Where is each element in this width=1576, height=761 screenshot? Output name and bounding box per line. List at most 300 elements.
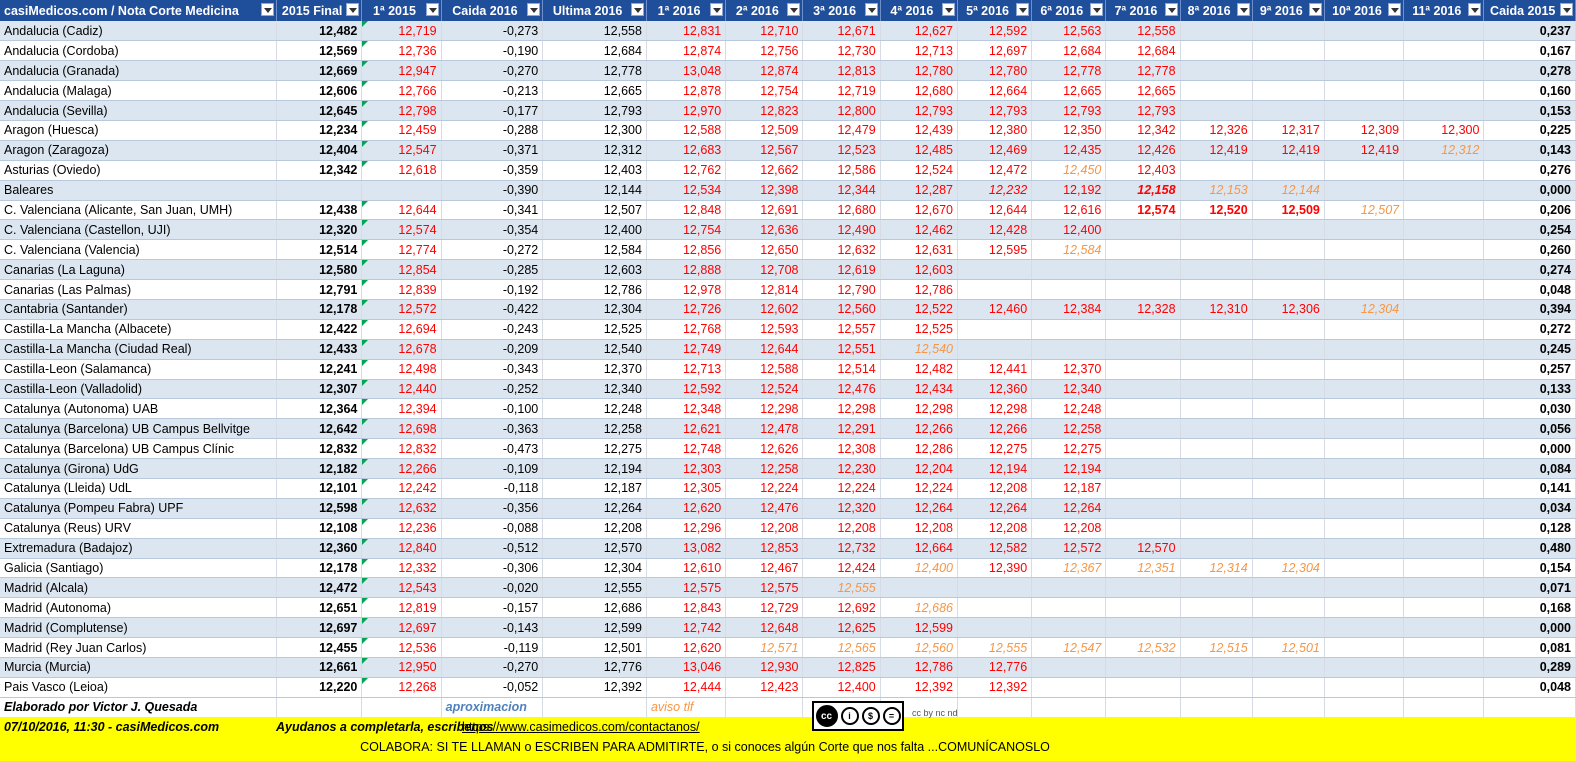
round-5-2016-cell[interactable]: 12,469 xyxy=(957,140,1031,160)
round-4-2016-cell[interactable]: 12,204 xyxy=(880,459,957,479)
round-6-2016-cell[interactable]: 12,793 xyxy=(1032,101,1106,121)
first-2015-cell[interactable]: 12,694 xyxy=(362,319,441,339)
round-6-2016-cell[interactable]: 12,275 xyxy=(1032,439,1106,459)
round-1-2016-cell[interactable]: 12,348 xyxy=(646,399,725,419)
round-1-2016-cell[interactable]: 12,970 xyxy=(646,101,725,121)
round-5-2016-cell[interactable]: 12,428 xyxy=(957,220,1031,240)
drop-2016-cell[interactable]: -0,273 xyxy=(441,21,543,41)
round-10-2016-cell[interactable] xyxy=(1324,459,1403,479)
round-10-2016-cell[interactable] xyxy=(1324,638,1403,658)
university-cell[interactable]: C. Valenciana (Valencia) xyxy=(0,240,276,260)
university-cell[interactable]: Catalunya (Reus) URV xyxy=(0,518,276,538)
round-3-2016-cell[interactable]: 12,813 xyxy=(803,61,880,81)
round-2-2016-cell[interactable]: 12,593 xyxy=(726,319,803,339)
round-2-2016-cell[interactable]: 12,853 xyxy=(726,538,803,558)
university-cell[interactable]: Cantabria (Santander) xyxy=(0,299,276,319)
drop-2015-cell[interactable]: 0,257 xyxy=(1484,359,1576,379)
final-2015-cell[interactable]: 12,404 xyxy=(276,140,361,160)
final-2015-cell[interactable] xyxy=(276,180,361,200)
round-9-2016-cell[interactable] xyxy=(1252,81,1324,101)
round-11-2016-cell[interactable] xyxy=(1404,359,1484,379)
round-10-2016-cell[interactable] xyxy=(1324,61,1403,81)
round-3-2016-cell[interactable]: 12,308 xyxy=(803,439,880,459)
drop-2016-cell[interactable]: -0,252 xyxy=(441,379,543,399)
drop-2016-cell[interactable]: -0,109 xyxy=(441,459,543,479)
final-2015-cell[interactable]: 12,178 xyxy=(276,558,361,578)
final-2015-cell[interactable]: 12,234 xyxy=(276,120,361,140)
first-2015-cell[interactable]: 12,698 xyxy=(362,419,441,439)
round-5-2016-cell[interactable]: 12,697 xyxy=(957,41,1031,61)
round-10-2016-cell[interactable] xyxy=(1324,618,1403,638)
round-7-2016-cell[interactable] xyxy=(1106,618,1180,638)
filter-dropdown-icon[interactable] xyxy=(1090,3,1103,16)
first-2015-cell[interactable]: 12,798 xyxy=(362,101,441,121)
round-9-2016-cell[interactable] xyxy=(1252,260,1324,280)
round-8-2016-cell[interactable]: 12,153 xyxy=(1180,180,1252,200)
last-2016-cell[interactable]: 12,540 xyxy=(543,339,647,359)
university-cell[interactable]: Catalunya (Autonoma) UAB xyxy=(0,399,276,419)
round-4-2016-cell[interactable]: 12,780 xyxy=(880,61,957,81)
round-8-2016-cell[interactable] xyxy=(1180,658,1252,678)
round-5-2016-cell[interactable] xyxy=(957,339,1031,359)
last-2016-cell[interactable]: 12,144 xyxy=(543,180,647,200)
round-11-2016-cell[interactable]: 12,312 xyxy=(1404,140,1484,160)
final-2015-cell[interactable]: 12,569 xyxy=(276,41,361,61)
drop-2016-cell[interactable]: -0,512 xyxy=(441,538,543,558)
first-2015-cell[interactable]: 12,242 xyxy=(362,478,441,498)
drop-2016-cell[interactable]: -0,209 xyxy=(441,339,543,359)
round-11-2016-cell[interactable] xyxy=(1404,439,1484,459)
round-1-2016-cell[interactable]: 12,831 xyxy=(646,21,725,41)
round-2-2016-cell[interactable]: 12,662 xyxy=(726,160,803,180)
round-2-2016-cell[interactable]: 12,588 xyxy=(726,359,803,379)
round-10-2016-cell[interactable] xyxy=(1324,518,1403,538)
round-9-2016-cell[interactable] xyxy=(1252,339,1324,359)
round-6-2016-cell[interactable]: 12,547 xyxy=(1032,638,1106,658)
university-cell[interactable]: C. Valenciana (Alicante, San Juan, UMH) xyxy=(0,200,276,220)
round-7-2016-cell[interactable] xyxy=(1106,419,1180,439)
final-2015-cell[interactable]: 12,241 xyxy=(276,359,361,379)
round-6-2016-cell[interactable]: 12,684 xyxy=(1032,41,1106,61)
round-2-2016-cell[interactable]: 12,258 xyxy=(726,459,803,479)
round-10-2016-cell[interactable] xyxy=(1324,478,1403,498)
round-11-2016-cell[interactable] xyxy=(1404,638,1484,658)
round-7-2016-cell[interactable] xyxy=(1106,260,1180,280)
first-2015-cell[interactable]: 12,574 xyxy=(362,220,441,240)
last-2016-cell[interactable]: 12,501 xyxy=(543,638,647,658)
round-10-2016-cell[interactable] xyxy=(1324,81,1403,101)
university-cell[interactable]: Aragon (Zaragoza) xyxy=(0,140,276,160)
drop-2016-cell[interactable]: -0,341 xyxy=(441,200,543,220)
round-5-2016-cell[interactable]: 12,460 xyxy=(957,299,1031,319)
round-4-2016-cell[interactable]: 12,686 xyxy=(880,598,957,618)
round-6-2016-cell[interactable]: 12,400 xyxy=(1032,220,1106,240)
round-2-2016-cell[interactable]: 12,648 xyxy=(726,618,803,638)
round-2-2016-cell[interactable]: 12,691 xyxy=(726,200,803,220)
round-11-2016-cell[interactable] xyxy=(1404,658,1484,678)
round-7-2016-cell[interactable]: 12,403 xyxy=(1106,160,1180,180)
round-7-2016-cell[interactable] xyxy=(1106,578,1180,598)
university-cell[interactable]: Canarias (La Laguna) xyxy=(0,260,276,280)
round-6-2016-cell[interactable]: 12,208 xyxy=(1032,518,1106,538)
drop-2015-cell[interactable]: 0,206 xyxy=(1484,200,1576,220)
round-2-2016-cell[interactable]: 12,567 xyxy=(726,140,803,160)
round-8-2016-cell[interactable] xyxy=(1180,160,1252,180)
round-9-2016-cell[interactable] xyxy=(1252,419,1324,439)
round-8-2016-cell[interactable] xyxy=(1180,260,1252,280)
round-9-2016-cell[interactable] xyxy=(1252,319,1324,339)
round-7-2016-cell[interactable]: 12,778 xyxy=(1106,61,1180,81)
first-2015-cell[interactable]: 12,266 xyxy=(362,459,441,479)
round-7-2016-cell[interactable] xyxy=(1106,498,1180,518)
round-5-2016-cell[interactable] xyxy=(957,260,1031,280)
round-8-2016-cell[interactable] xyxy=(1180,240,1252,260)
round-10-2016-cell[interactable] xyxy=(1324,498,1403,518)
filter-dropdown-icon[interactable] xyxy=(1016,3,1029,16)
drop-2015-cell[interactable]: 0,000 xyxy=(1484,439,1576,459)
round-9-2016-cell[interactable] xyxy=(1252,478,1324,498)
round-9-2016-cell[interactable]: 12,419 xyxy=(1252,140,1324,160)
round-5-2016-cell[interactable]: 12,392 xyxy=(957,677,1031,697)
round-4-2016-cell[interactable]: 12,287 xyxy=(880,180,957,200)
final-2015-cell[interactable]: 12,182 xyxy=(276,459,361,479)
first-2015-cell[interactable]: 12,832 xyxy=(362,439,441,459)
drop-2015-cell[interactable]: 0,225 xyxy=(1484,120,1576,140)
round-11-2016-cell[interactable] xyxy=(1404,319,1484,339)
round-9-2016-cell[interactable] xyxy=(1252,677,1324,697)
round-8-2016-cell[interactable]: 12,326 xyxy=(1180,120,1252,140)
round-5-2016-cell[interactable]: 12,194 xyxy=(957,459,1031,479)
round-3-2016-cell[interactable]: 12,298 xyxy=(803,399,880,419)
round-10-2016-cell[interactable] xyxy=(1324,319,1403,339)
drop-2016-cell[interactable]: -0,157 xyxy=(441,598,543,618)
round-7-2016-cell[interactable]: 12,532 xyxy=(1106,638,1180,658)
round-4-2016-cell[interactable]: 12,266 xyxy=(880,419,957,439)
round-4-2016-cell[interactable]: 12,786 xyxy=(880,280,957,300)
round-6-2016-cell[interactable] xyxy=(1032,578,1106,598)
round-1-2016-cell[interactable]: 12,856 xyxy=(646,240,725,260)
round-9-2016-cell[interactable] xyxy=(1252,220,1324,240)
final-2015-cell[interactable]: 12,101 xyxy=(276,478,361,498)
university-cell[interactable]: Catalunya (Lleida) UdL xyxy=(0,478,276,498)
round-9-2016-cell[interactable] xyxy=(1252,658,1324,678)
round-1-2016-cell[interactable]: 12,592 xyxy=(646,379,725,399)
final-2015-cell[interactable]: 12,307 xyxy=(276,379,361,399)
first-2015-cell[interactable]: 12,394 xyxy=(362,399,441,419)
round-7-2016-cell[interactable]: 12,684 xyxy=(1106,41,1180,61)
round-2-2016-cell[interactable]: 12,930 xyxy=(726,658,803,678)
last-2016-cell[interactable]: 12,304 xyxy=(543,558,647,578)
drop-2015-cell[interactable]: 0,274 xyxy=(1484,260,1576,280)
round-1-2016-cell[interactable]: 12,762 xyxy=(646,160,725,180)
university-cell[interactable]: Galicia (Santiago) xyxy=(0,558,276,578)
round-9-2016-cell[interactable]: 12,509 xyxy=(1252,200,1324,220)
round-6-2016-cell[interactable]: 12,778 xyxy=(1032,61,1106,81)
round-10-2016-cell[interactable] xyxy=(1324,359,1403,379)
last-2016-cell[interactable]: 12,400 xyxy=(543,220,647,240)
round-7-2016-cell[interactable] xyxy=(1106,439,1180,459)
round-6-2016-cell[interactable]: 12,350 xyxy=(1032,120,1106,140)
round-11-2016-cell[interactable] xyxy=(1404,677,1484,697)
contact-link[interactable]: https://www.casimedicos.com/contactanos/ xyxy=(462,720,700,734)
round-8-2016-cell[interactable] xyxy=(1180,578,1252,598)
last-2016-cell[interactable]: 12,555 xyxy=(543,578,647,598)
round-9-2016-cell[interactable] xyxy=(1252,280,1324,300)
round-1-2016-cell[interactable]: 12,874 xyxy=(646,41,725,61)
drop-2015-cell[interactable]: 0,141 xyxy=(1484,478,1576,498)
university-cell[interactable]: Andalucia (Granada) xyxy=(0,61,276,81)
university-cell[interactable]: Asturias (Oviedo) xyxy=(0,160,276,180)
round-3-2016-cell[interactable]: 12,490 xyxy=(803,220,880,240)
round-7-2016-cell[interactable] xyxy=(1106,339,1180,359)
round-9-2016-cell[interactable] xyxy=(1252,240,1324,260)
round-2-2016-cell[interactable]: 12,650 xyxy=(726,240,803,260)
round-6-2016-cell[interactable] xyxy=(1032,598,1106,618)
round-2-2016-cell[interactable]: 12,874 xyxy=(726,61,803,81)
final-2015-cell[interactable]: 12,791 xyxy=(276,280,361,300)
round-10-2016-cell[interactable] xyxy=(1324,180,1403,200)
round-5-2016-cell[interactable]: 12,776 xyxy=(957,658,1031,678)
round-7-2016-cell[interactable]: 12,158 xyxy=(1106,180,1180,200)
final-2015-cell[interactable]: 12,108 xyxy=(276,518,361,538)
round-9-2016-cell[interactable] xyxy=(1252,399,1324,419)
round-3-2016-cell[interactable]: 12,730 xyxy=(803,41,880,61)
round-3-2016-cell[interactable]: 12,208 xyxy=(803,518,880,538)
final-2015-cell[interactable]: 12,438 xyxy=(276,200,361,220)
round-8-2016-cell[interactable]: 12,419 xyxy=(1180,140,1252,160)
first-2015-cell[interactable] xyxy=(362,180,441,200)
round-3-2016-cell[interactable]: 12,230 xyxy=(803,459,880,479)
filter-dropdown-icon[interactable] xyxy=(865,3,878,16)
last-2016-cell[interactable]: 12,208 xyxy=(543,518,647,538)
round-5-2016-cell[interactable]: 12,592 xyxy=(957,21,1031,41)
round-9-2016-cell[interactable]: 12,144 xyxy=(1252,180,1324,200)
round-11-2016-cell[interactable] xyxy=(1404,618,1484,638)
round-1-2016-cell[interactable]: 13,046 xyxy=(646,658,725,678)
round-5-2016-cell[interactable]: 12,664 xyxy=(957,81,1031,101)
round-8-2016-cell[interactable] xyxy=(1180,459,1252,479)
round-5-2016-cell[interactable]: 12,582 xyxy=(957,538,1031,558)
final-2015-cell[interactable]: 12,482 xyxy=(276,21,361,41)
university-cell[interactable]: Catalunya (Barcelona) UB Campus Bellvitge xyxy=(0,419,276,439)
round-4-2016-cell[interactable]: 12,540 xyxy=(880,339,957,359)
round-10-2016-cell[interactable] xyxy=(1324,101,1403,121)
round-9-2016-cell[interactable] xyxy=(1252,61,1324,81)
round-1-2016-cell[interactable]: 12,621 xyxy=(646,419,725,439)
round-8-2016-cell[interactable] xyxy=(1180,61,1252,81)
round-11-2016-cell[interactable]: 12,300 xyxy=(1404,120,1484,140)
round-9-2016-cell[interactable]: 12,501 xyxy=(1252,638,1324,658)
round-3-2016-cell[interactable]: 12,732 xyxy=(803,538,880,558)
round-1-2016-cell[interactable]: 12,978 xyxy=(646,280,725,300)
round-3-2016-cell[interactable]: 12,825 xyxy=(803,658,880,678)
round-8-2016-cell[interactable]: 12,314 xyxy=(1180,558,1252,578)
round-9-2016-cell[interactable] xyxy=(1252,598,1324,618)
final-2015-cell[interactable]: 12,433 xyxy=(276,339,361,359)
round-4-2016-cell[interactable]: 12,224 xyxy=(880,478,957,498)
drop-2016-cell[interactable]: -0,192 xyxy=(441,280,543,300)
round-6-2016-cell[interactable]: 12,187 xyxy=(1032,478,1106,498)
round-10-2016-cell[interactable]: 12,507 xyxy=(1324,200,1403,220)
round-4-2016-cell[interactable]: 12,524 xyxy=(880,160,957,180)
round-3-2016-cell[interactable]: 12,671 xyxy=(803,21,880,41)
round-5-2016-cell[interactable]: 12,298 xyxy=(957,399,1031,419)
round-4-2016-cell[interactable]: 12,264 xyxy=(880,498,957,518)
university-cell[interactable]: Murcia (Murcia) xyxy=(0,658,276,678)
final-2015-cell[interactable]: 12,661 xyxy=(276,658,361,678)
round-11-2016-cell[interactable] xyxy=(1404,180,1484,200)
round-11-2016-cell[interactable] xyxy=(1404,240,1484,260)
round-4-2016-cell[interactable]: 12,793 xyxy=(880,101,957,121)
filter-dropdown-icon[interactable] xyxy=(710,3,723,16)
drop-2015-cell[interactable]: 0,128 xyxy=(1484,518,1576,538)
round-11-2016-cell[interactable] xyxy=(1404,518,1484,538)
round-10-2016-cell[interactable] xyxy=(1324,339,1403,359)
round-8-2016-cell[interactable] xyxy=(1180,21,1252,41)
drop-2015-cell[interactable]: 0,167 xyxy=(1484,41,1576,61)
last-2016-cell[interactable]: 12,187 xyxy=(543,478,647,498)
round-3-2016-cell[interactable]: 12,424 xyxy=(803,558,880,578)
round-2-2016-cell[interactable]: 12,208 xyxy=(726,518,803,538)
round-7-2016-cell[interactable] xyxy=(1106,478,1180,498)
first-2015-cell[interactable]: 12,719 xyxy=(362,21,441,41)
final-2015-cell[interactable]: 12,364 xyxy=(276,399,361,419)
first-2015-cell[interactable]: 12,498 xyxy=(362,359,441,379)
round-10-2016-cell[interactable] xyxy=(1324,160,1403,180)
round-6-2016-cell[interactable]: 12,616 xyxy=(1032,200,1106,220)
round-11-2016-cell[interactable] xyxy=(1404,379,1484,399)
round-1-2016-cell[interactable]: 12,843 xyxy=(646,598,725,618)
round-3-2016-cell[interactable]: 12,565 xyxy=(803,638,880,658)
round-7-2016-cell[interactable] xyxy=(1106,459,1180,479)
drop-2015-cell[interactable]: 0,160 xyxy=(1484,81,1576,101)
first-2015-cell[interactable]: 12,618 xyxy=(362,160,441,180)
round-1-2016-cell[interactable]: 12,888 xyxy=(646,260,725,280)
final-2015-cell[interactable]: 12,832 xyxy=(276,439,361,459)
round-1-2016-cell[interactable]: 12,768 xyxy=(646,319,725,339)
round-7-2016-cell[interactable] xyxy=(1106,379,1180,399)
round-7-2016-cell[interactable]: 12,351 xyxy=(1106,558,1180,578)
round-3-2016-cell[interactable]: 12,619 xyxy=(803,260,880,280)
round-4-2016-cell[interactable]: 12,434 xyxy=(880,379,957,399)
round-2-2016-cell[interactable]: 12,636 xyxy=(726,220,803,240)
round-10-2016-cell[interactable]: 12,304 xyxy=(1324,299,1403,319)
round-1-2016-cell[interactable]: 12,726 xyxy=(646,299,725,319)
round-10-2016-cell[interactable]: 12,419 xyxy=(1324,140,1403,160)
round-5-2016-cell[interactable]: 12,441 xyxy=(957,359,1031,379)
drop-2016-cell[interactable]: -0,306 xyxy=(441,558,543,578)
round-3-2016-cell[interactable]: 12,557 xyxy=(803,319,880,339)
round-4-2016-cell[interactable]: 12,786 xyxy=(880,658,957,678)
round-9-2016-cell[interactable] xyxy=(1252,498,1324,518)
last-2016-cell[interactable]: 12,194 xyxy=(543,459,647,479)
round-7-2016-cell[interactable] xyxy=(1106,319,1180,339)
round-7-2016-cell[interactable]: 12,342 xyxy=(1106,120,1180,140)
filter-dropdown-icon[interactable] xyxy=(346,3,359,16)
round-8-2016-cell[interactable]: 12,520 xyxy=(1180,200,1252,220)
last-2016-cell[interactable]: 12,793 xyxy=(543,101,647,121)
round-4-2016-cell[interactable]: 12,627 xyxy=(880,21,957,41)
final-2015-cell[interactable]: 12,598 xyxy=(276,498,361,518)
round-11-2016-cell[interactable] xyxy=(1404,81,1484,101)
round-5-2016-cell[interactable]: 12,780 xyxy=(957,61,1031,81)
round-11-2016-cell[interactable] xyxy=(1404,578,1484,598)
round-11-2016-cell[interactable] xyxy=(1404,419,1484,439)
round-3-2016-cell[interactable]: 12,291 xyxy=(803,419,880,439)
last-2016-cell[interactable]: 12,507 xyxy=(543,200,647,220)
final-2015-cell[interactable]: 12,422 xyxy=(276,319,361,339)
round-1-2016-cell[interactable]: 12,305 xyxy=(646,478,725,498)
last-2016-cell[interactable]: 12,403 xyxy=(543,160,647,180)
round-10-2016-cell[interactable] xyxy=(1324,260,1403,280)
round-7-2016-cell[interactable]: 12,558 xyxy=(1106,21,1180,41)
last-2016-cell[interactable]: 12,665 xyxy=(543,81,647,101)
round-4-2016-cell[interactable]: 12,670 xyxy=(880,200,957,220)
round-9-2016-cell[interactable] xyxy=(1252,21,1324,41)
round-3-2016-cell[interactable]: 12,344 xyxy=(803,180,880,200)
university-cell[interactable]: Aragon (Huesca) xyxy=(0,120,276,140)
last-2016-cell[interactable]: 12,340 xyxy=(543,379,647,399)
round-4-2016-cell[interactable]: 12,664 xyxy=(880,538,957,558)
last-2016-cell[interactable]: 12,264 xyxy=(543,498,647,518)
last-2016-cell[interactable]: 12,776 xyxy=(543,658,647,678)
round-10-2016-cell[interactable] xyxy=(1324,399,1403,419)
drop-2016-cell[interactable]: -0,343 xyxy=(441,359,543,379)
final-2015-cell[interactable]: 12,651 xyxy=(276,598,361,618)
round-9-2016-cell[interactable] xyxy=(1252,459,1324,479)
round-1-2016-cell[interactable]: 12,620 xyxy=(646,498,725,518)
round-8-2016-cell[interactable] xyxy=(1180,538,1252,558)
round-7-2016-cell[interactable] xyxy=(1106,220,1180,240)
round-6-2016-cell[interactable]: 12,340 xyxy=(1032,379,1106,399)
university-cell[interactable]: Madrid (Autonoma) xyxy=(0,598,276,618)
round-4-2016-cell[interactable]: 12,522 xyxy=(880,299,957,319)
last-2016-cell[interactable]: 12,258 xyxy=(543,419,647,439)
round-11-2016-cell[interactable] xyxy=(1404,61,1484,81)
round-6-2016-cell[interactable] xyxy=(1032,677,1106,697)
round-3-2016-cell[interactable]: 12,224 xyxy=(803,478,880,498)
round-11-2016-cell[interactable] xyxy=(1404,200,1484,220)
round-3-2016-cell[interactable]: 12,632 xyxy=(803,240,880,260)
round-6-2016-cell[interactable] xyxy=(1032,319,1106,339)
round-1-2016-cell[interactable]: 12,878 xyxy=(646,81,725,101)
last-2016-cell[interactable]: 12,525 xyxy=(543,319,647,339)
final-2015-cell[interactable]: 12,320 xyxy=(276,220,361,240)
round-8-2016-cell[interactable] xyxy=(1180,81,1252,101)
university-cell[interactable]: Catalunya (Pompeu Fabra) UPF xyxy=(0,498,276,518)
round-4-2016-cell[interactable]: 12,439 xyxy=(880,120,957,140)
university-cell[interactable]: C. Valenciana (Castellon, UJI) xyxy=(0,220,276,240)
university-cell[interactable]: Madrid (Alcala) xyxy=(0,578,276,598)
round-6-2016-cell[interactable]: 12,264 xyxy=(1032,498,1106,518)
round-4-2016-cell[interactable]: 12,713 xyxy=(880,41,957,61)
round-7-2016-cell[interactable] xyxy=(1106,518,1180,538)
round-11-2016-cell[interactable] xyxy=(1404,21,1484,41)
last-2016-cell[interactable]: 12,584 xyxy=(543,240,647,260)
round-3-2016-cell[interactable]: 12,719 xyxy=(803,81,880,101)
round-4-2016-cell[interactable]: 12,392 xyxy=(880,677,957,697)
round-4-2016-cell[interactable]: 12,482 xyxy=(880,359,957,379)
drop-2015-cell[interactable]: 0,154 xyxy=(1484,558,1576,578)
drop-2015-cell[interactable]: 0,237 xyxy=(1484,21,1576,41)
round-3-2016-cell[interactable]: 12,320 xyxy=(803,498,880,518)
last-2016-cell[interactable]: 12,558 xyxy=(543,21,647,41)
round-2-2016-cell[interactable]: 12,575 xyxy=(726,578,803,598)
drop-2015-cell[interactable]: 0,000 xyxy=(1484,180,1576,200)
filter-dropdown-icon[interactable] xyxy=(426,3,439,16)
round-6-2016-cell[interactable]: 12,665 xyxy=(1032,81,1106,101)
round-4-2016-cell[interactable]: 12,485 xyxy=(880,140,957,160)
